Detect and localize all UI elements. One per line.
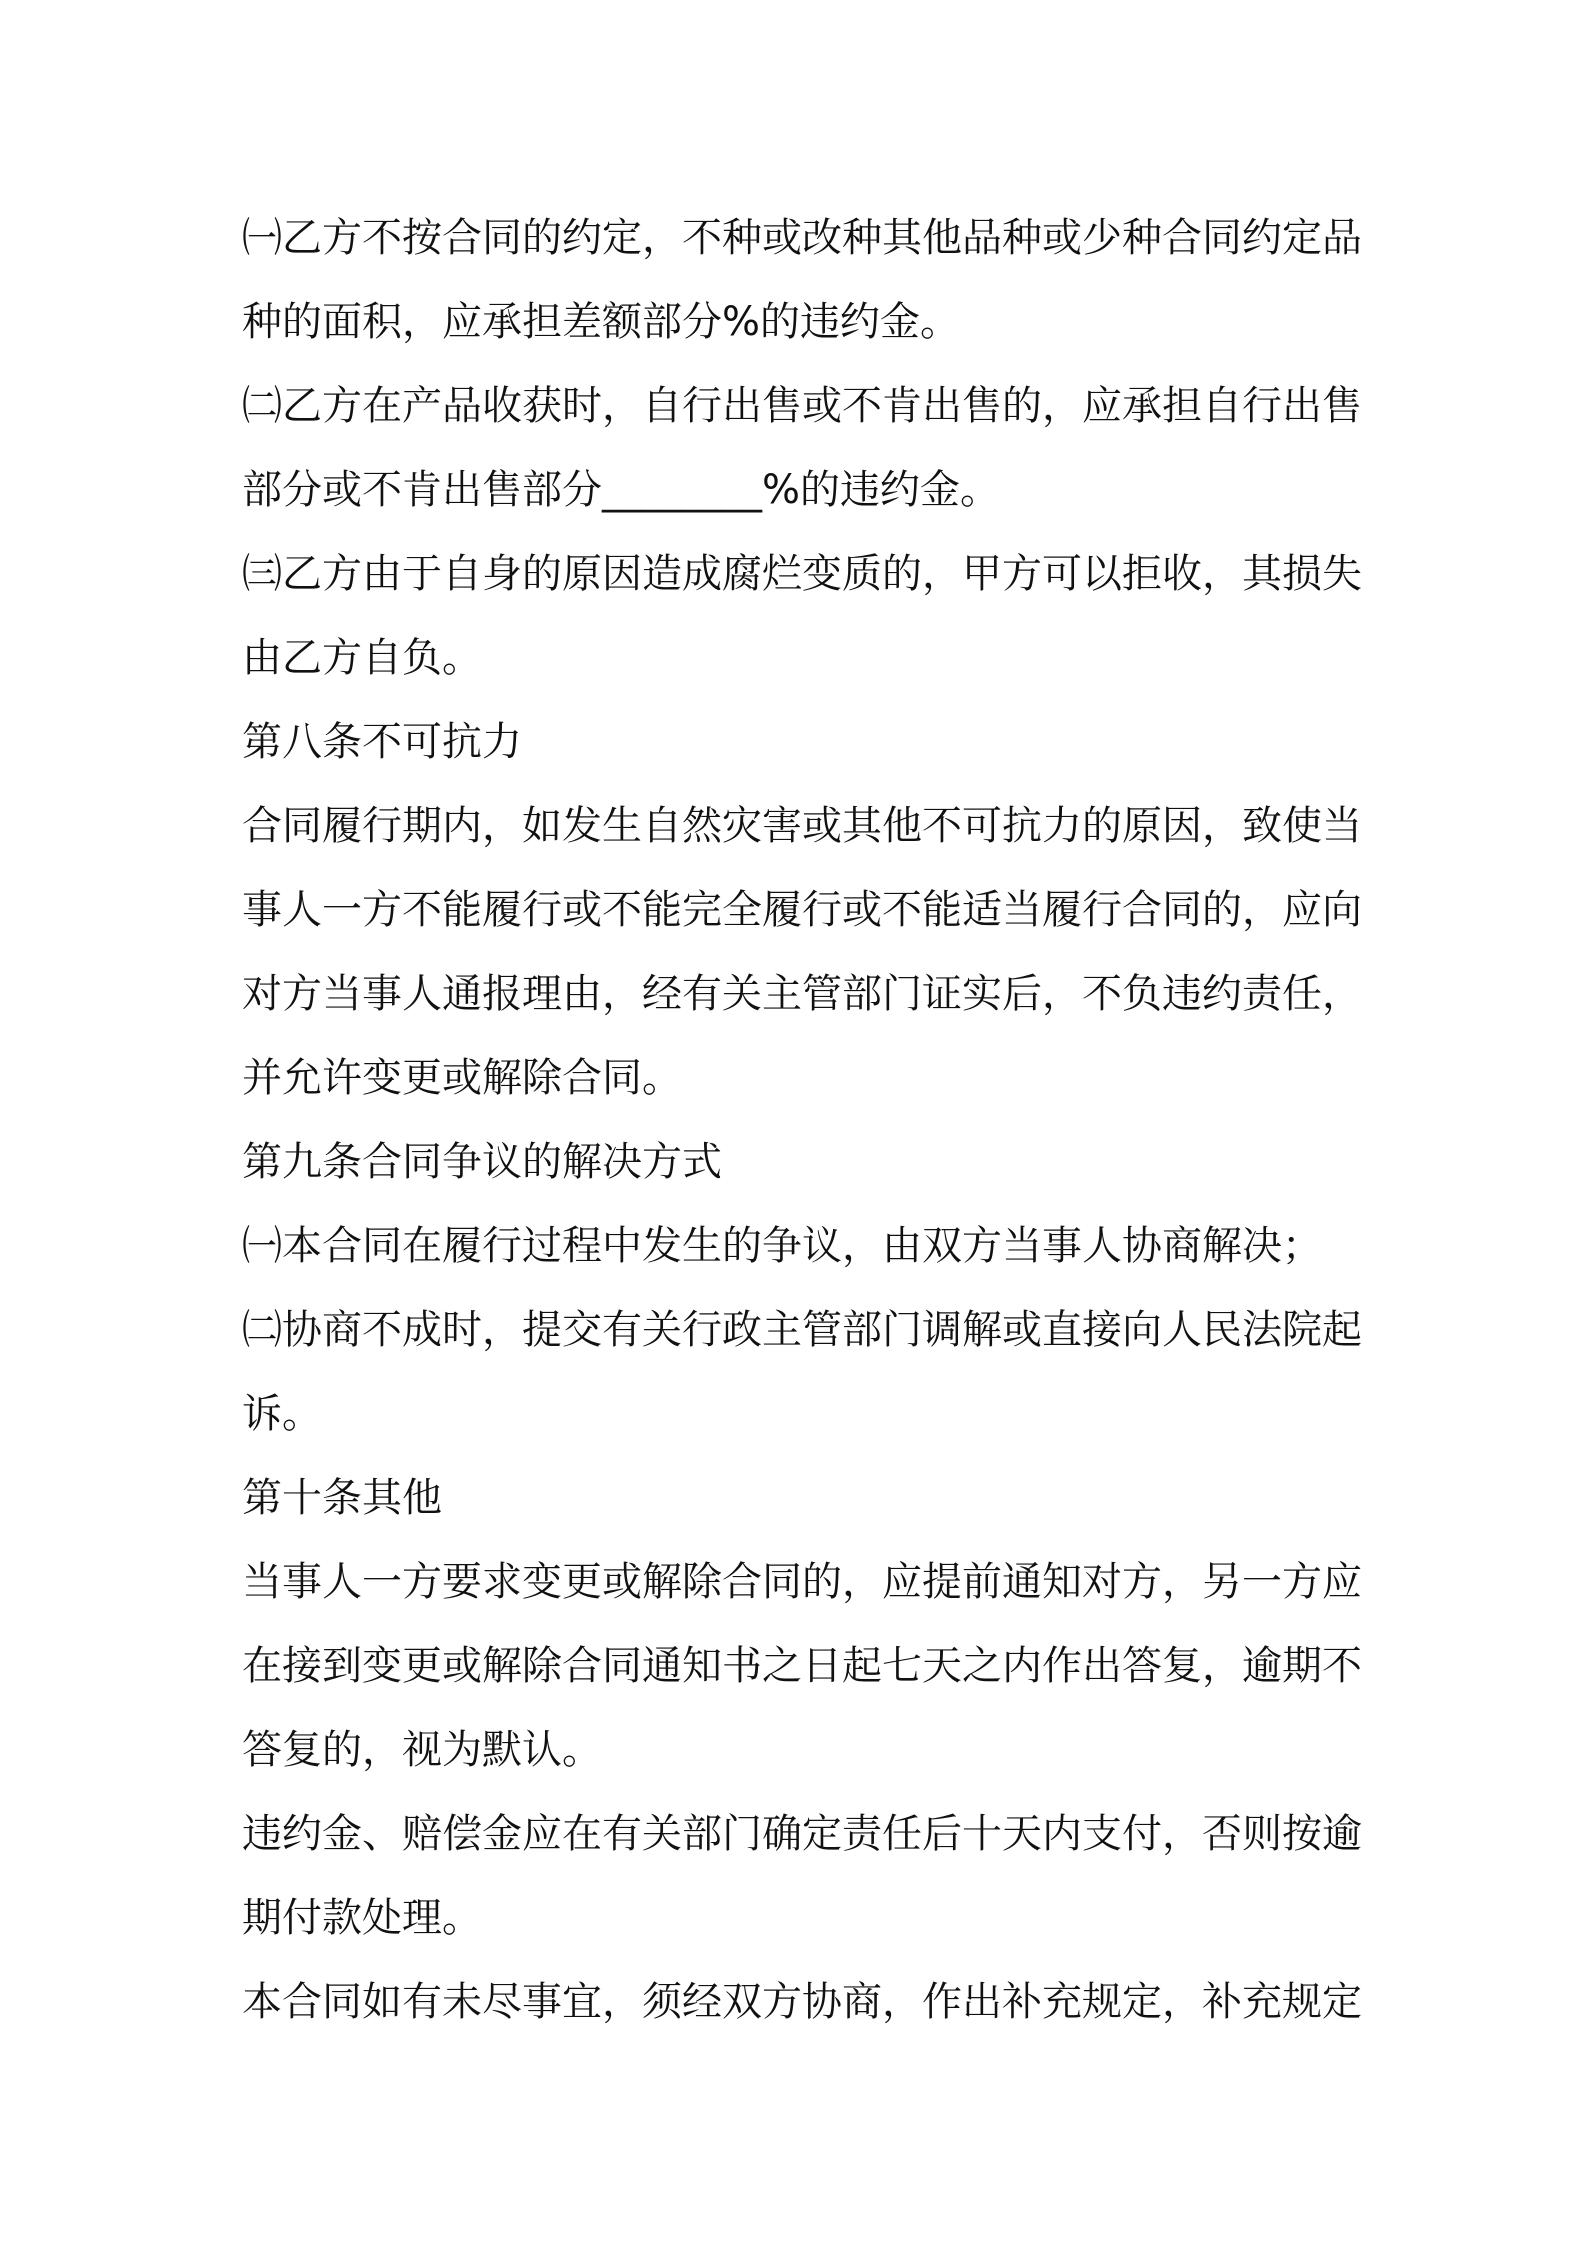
section-heading: 第九条合同争议的解决方式 (242, 1139, 722, 1185)
text-line: ㈡协商不成时，提交有关行政主管部门调解或直接向人民法院起 (242, 1307, 1362, 1353)
section-heading: 第十条其他 (242, 1475, 442, 1521)
text-line: 违约金、赔偿金应在有关部门确定责任后十天内支付，否则按逾 (242, 1811, 1362, 1857)
section-heading: 第八条不可抗力 (242, 719, 522, 765)
text-line: 合同履行期内，如发生自然灾害或其他不可抗力的原因，致使当 (242, 803, 1362, 849)
text-line: 事人一方不能履行或不能完全履行或不能适当履行合同的，应向 (242, 887, 1362, 933)
text-line: ㈢乙方由于自身的原因造成腐烂变质的，甲方可以拒收，其损失 (242, 551, 1362, 597)
text-line: 当事人一方要求变更或解除合同的，应提前通知对方，另一方应 (242, 1559, 1362, 1605)
text-line: 对方当事人通报理由，经有关主管部门证实后，不负违约责任， (242, 971, 1362, 1017)
text-line: ㈡乙方在产品收获时，自行出售或不肯出售的，应承担自行出售 (242, 383, 1362, 429)
text-line: 并允许变更或解除合同。 (242, 1055, 682, 1101)
text-line: 部分或不肯出售部分________%的违约金。 (242, 467, 1001, 513)
text-line: 期付款处理。 (242, 1895, 482, 1941)
text-line: 种的面积，应承担差额部分%的违约金。 (242, 299, 961, 345)
text-line: ㈠乙方不按合同的约定，不种或改种其他品种或少种合同约定品 (242, 215, 1362, 261)
text-line: 在接到变更或解除合同通知书之日起七天之内作出答复，逾期不 (242, 1643, 1362, 1689)
text-line: 本合同如有未尽事宜，须经双方协商，作出补充规定，补充规定 (242, 1979, 1362, 2025)
text-line: ㈠本合同在履行过程中发生的争议，由双方当事人协商解决； (242, 1223, 1322, 1269)
text-line: 答复的，视为默认。 (242, 1727, 602, 1773)
document-body (242, 196, 1362, 2044)
text-line: 诉。 (242, 1391, 322, 1437)
text-line: 由乙方自负。 (242, 635, 482, 681)
